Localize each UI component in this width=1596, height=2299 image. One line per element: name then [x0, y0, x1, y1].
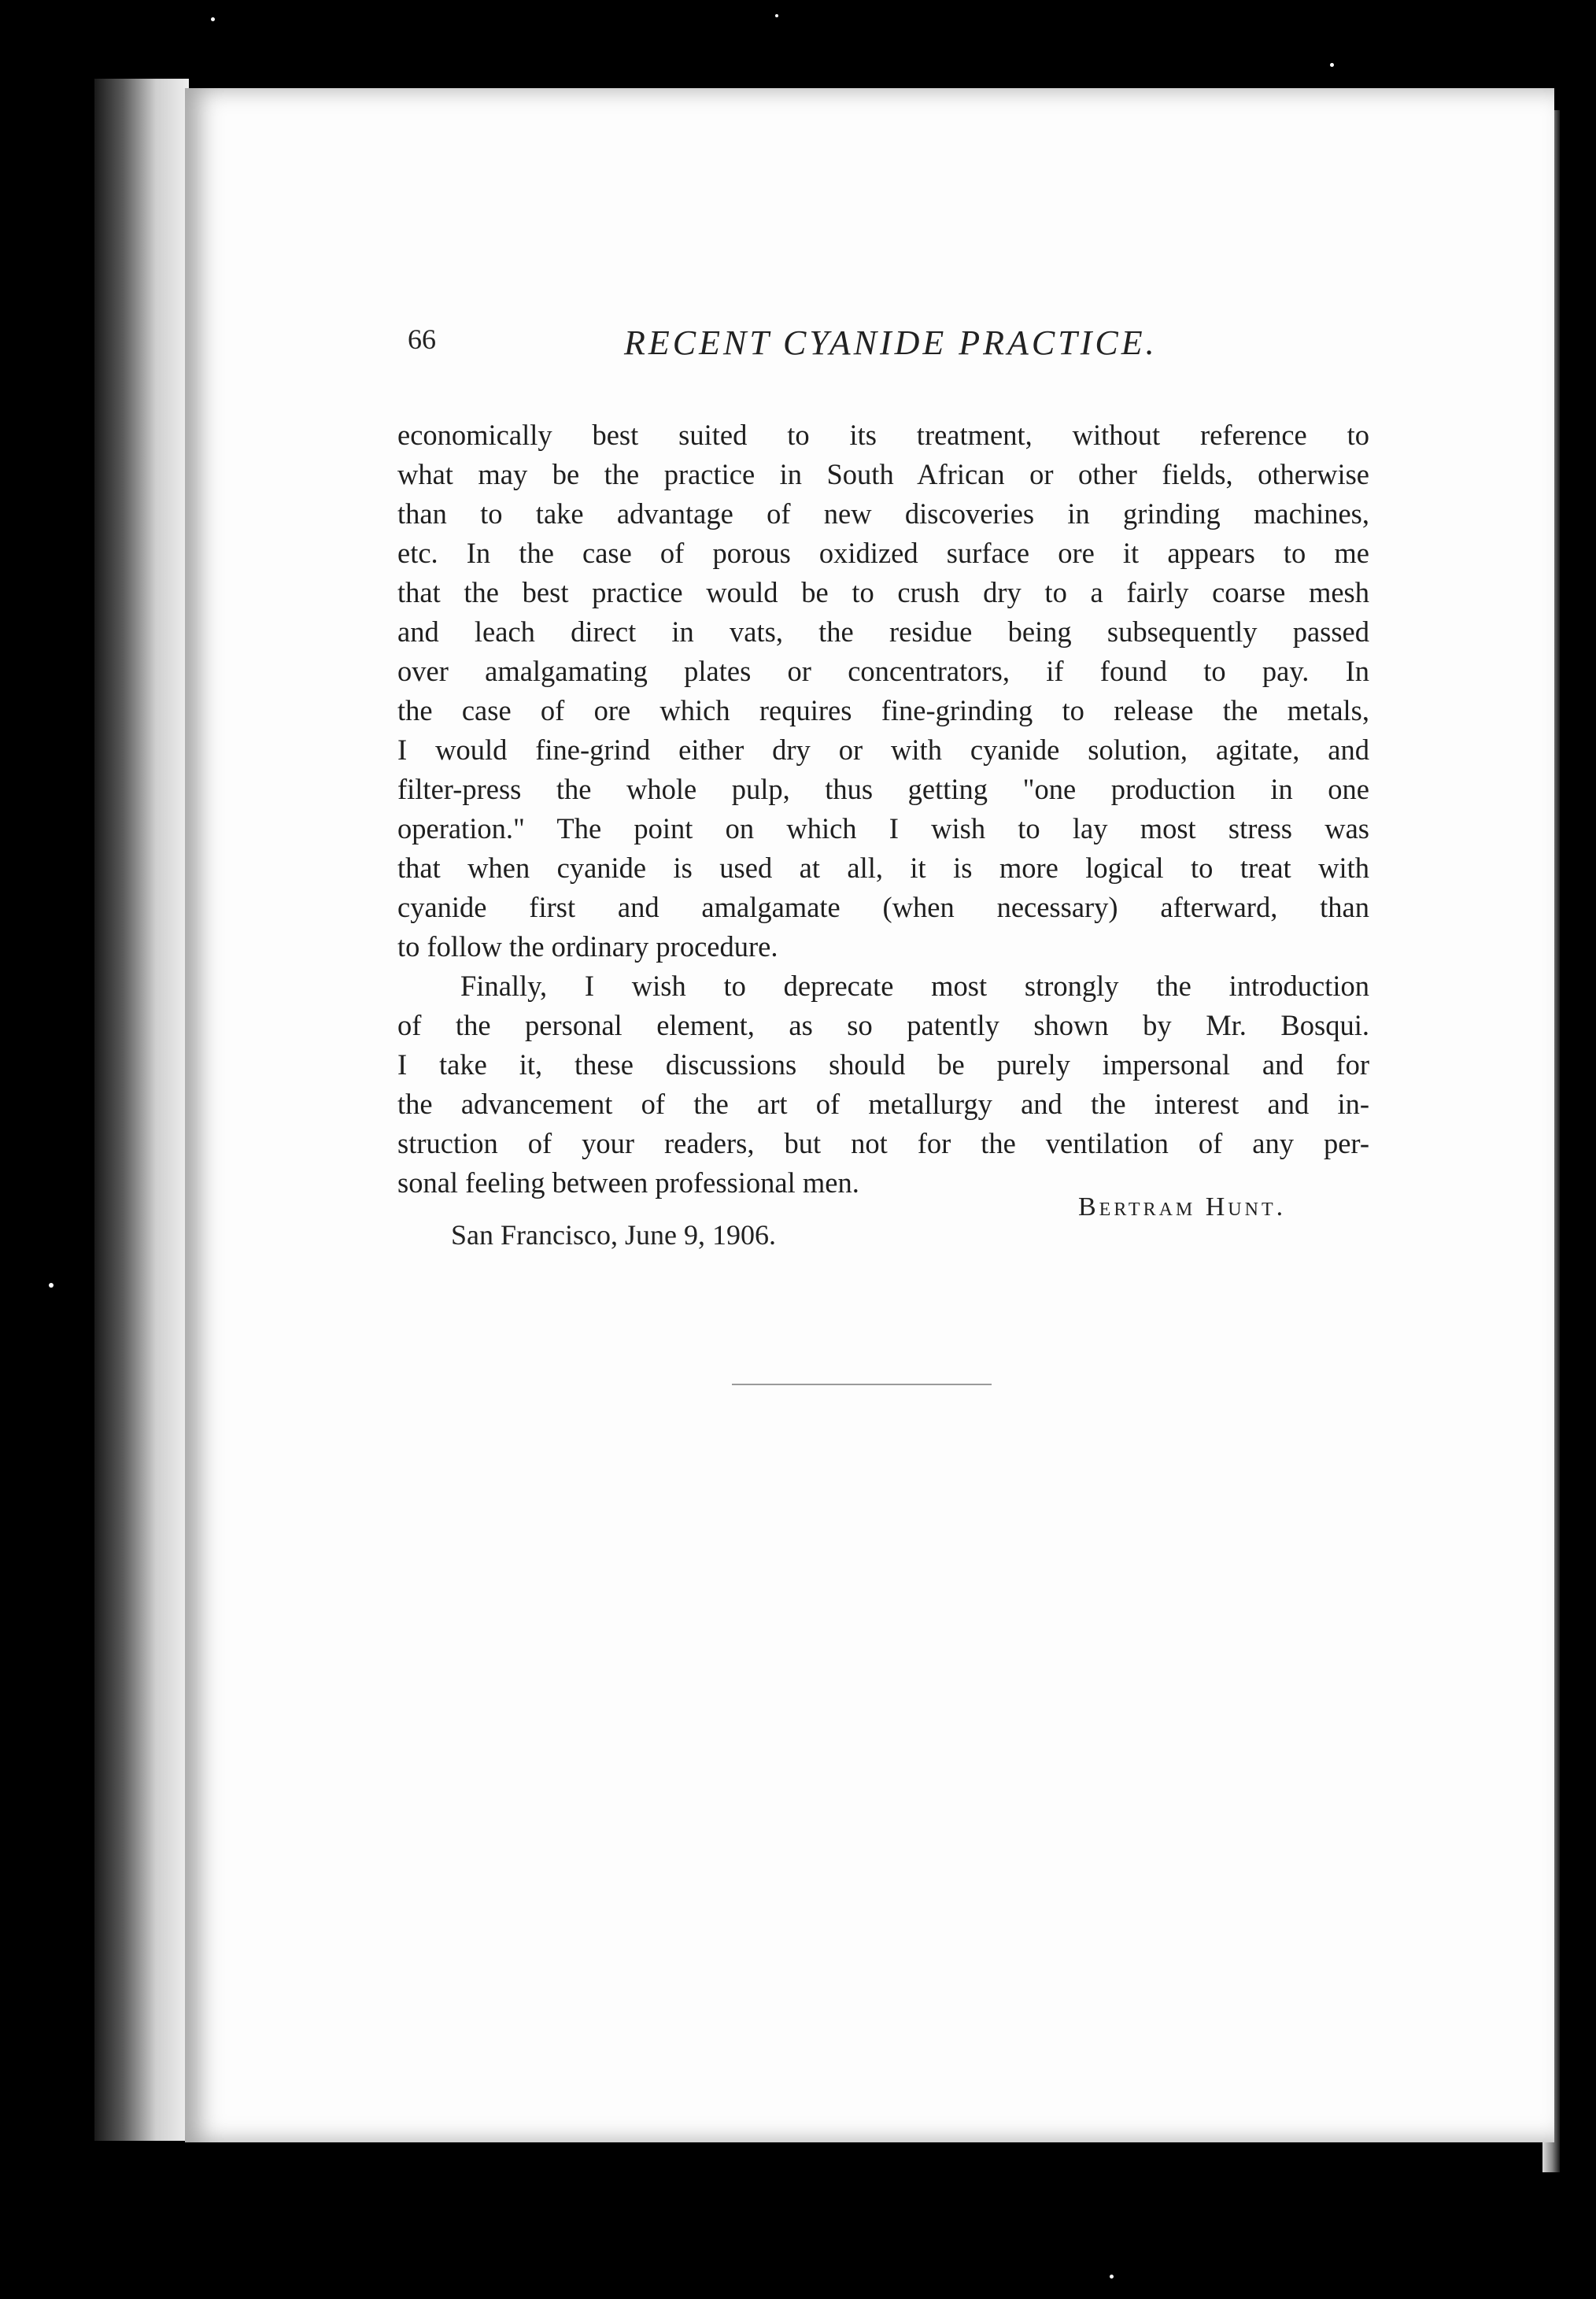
- text-line: to follow the ordinary procedure.: [397, 930, 778, 963]
- text-line: operation." The point on which I wish to lay most stress was: [397, 812, 1369, 845]
- text-line: I would fine-grind either dry or with cyanide solution, agitate, and: [397, 734, 1369, 766]
- body-text: [397, 416, 1369, 1203]
- text-line: the advancement of the art of metallurgy and the interest and in-: [397, 1088, 1369, 1120]
- text-line: that when cyanide is used at all, it is more logical to treat with: [397, 852, 1369, 884]
- text-line: I take it, these discussions should be purely impersonal and for: [397, 1048, 1369, 1081]
- text-line: that the best practice would be to crush dry to a fairly coarse mesh: [397, 576, 1369, 608]
- text-line: and leach direct in vats, the residue being subsequently passed: [397, 615, 1369, 648]
- text-line: of the personal element, as so patently shown by Mr. Bosqui.: [397, 1009, 1369, 1041]
- page-number: 66: [408, 323, 436, 355]
- text-line: struction of your readers, but not for the ventilation of any per-: [397, 1127, 1369, 1159]
- dateline: San Francisco, June 9, 1906.: [451, 1219, 776, 1251]
- text-line: sonal feeling between professional men.: [397, 1166, 859, 1199]
- text-line: economically best suited to its treatment, without reference to: [397, 419, 1369, 451]
- text-line: etc. In the case of porous oxidized surface ore it appears to me: [397, 537, 1369, 569]
- page-header: [408, 323, 1195, 370]
- text-line: what may be the practice in South African or other fields, otherwise: [397, 458, 1369, 490]
- end-rule: [732, 1384, 992, 1385]
- text-line: the case of ore which requires fine-grinding to release the metals,: [397, 694, 1369, 726]
- dust-speck: [1110, 2275, 1114, 2279]
- dust-speck: [775, 14, 778, 17]
- running-title: RECENT CYANIDE PRACTICE.: [624, 323, 1158, 362]
- text-line: Finally, I wish to deprecate most strongly the introduction: [460, 970, 1369, 1002]
- dust-speck: [1330, 63, 1334, 67]
- book-spine: [94, 79, 189, 2141]
- signature: Bertram Hunt.: [1078, 1192, 1287, 1222]
- text-line: than to take advantage of new discoveries in grinding machines,: [397, 497, 1369, 530]
- text-line: cyanide first and amalgamate (when necessary) afterward, than: [397, 891, 1369, 923]
- text-line: over amalgamating plates or concentrators, if found to pay. In: [397, 655, 1369, 687]
- text-line: filter-press the whole pulp, thus getting "one production in one: [397, 773, 1369, 805]
- dust-speck: [49, 1283, 54, 1288]
- dust-speck: [211, 17, 215, 21]
